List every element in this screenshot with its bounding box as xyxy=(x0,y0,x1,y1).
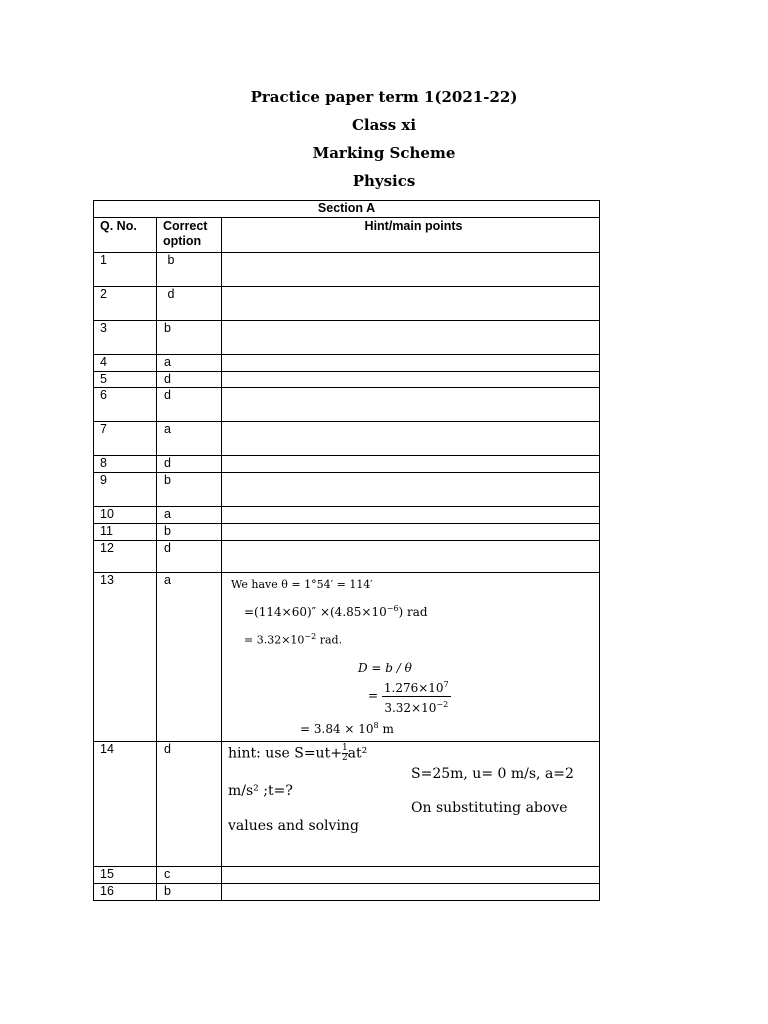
q13-result: = $3.84 \times 10^8$ m xyxy=(300,721,394,736)
q14-given: S=25m, u= 0 m/s, a=2 xyxy=(411,766,574,782)
table-row xyxy=(94,355,600,372)
correct-option: d xyxy=(157,742,222,867)
table-row xyxy=(94,867,600,884)
hint-cell xyxy=(222,473,600,507)
q13-fraction: = $\frac{1.276\times 10^7}{3.32\times 10^{-2}}$ xyxy=(368,677,451,716)
subject-heading: Physics xyxy=(352,172,416,190)
hint-cell xyxy=(222,867,600,884)
hint-cell xyxy=(222,372,600,388)
table-row xyxy=(94,473,600,507)
q13-line4: D = b / θ xyxy=(358,661,412,675)
col-header-option: Correct option xyxy=(157,218,222,253)
question-number: 12 xyxy=(94,541,157,573)
q13-line3: = $3.32\times 10^{-2}$ rad. xyxy=(244,632,343,647)
marking-scheme-heading: Marking Scheme xyxy=(312,144,456,162)
correct-option: b xyxy=(157,473,222,507)
correct-option: d xyxy=(157,372,222,388)
question-number: 3 xyxy=(94,321,157,355)
question-number: 5 xyxy=(94,372,157,388)
question-number: 13 xyxy=(94,573,157,742)
question-number: 16 xyxy=(94,884,157,901)
correct-option: b xyxy=(157,321,222,355)
table-row xyxy=(94,884,600,901)
q14-substitute: On substituting above xyxy=(411,800,568,816)
section-a-heading: Section A xyxy=(94,201,600,218)
hint-cell xyxy=(222,253,600,287)
question-number: 14 xyxy=(94,742,157,867)
table-row xyxy=(94,253,600,287)
table-row xyxy=(94,524,600,541)
question-number: 11 xyxy=(94,524,157,541)
hint-cell xyxy=(222,456,600,473)
table-row xyxy=(94,573,600,742)
hint-cell xyxy=(222,287,600,321)
correct-option: b xyxy=(157,524,222,541)
table-row xyxy=(94,422,600,456)
question-number: 15 xyxy=(94,867,157,884)
question-number: 8 xyxy=(94,456,157,473)
col-header-qno: Q. No. xyxy=(94,218,157,253)
q14-hint-line: hint: use S=ut+ $\frac{1}{2}$ at² xyxy=(228,743,368,763)
correct-option: a xyxy=(157,355,222,372)
table-row xyxy=(94,456,600,473)
col-header-hint: Hint/main points xyxy=(222,218,600,253)
hint-cell xyxy=(222,321,600,355)
correct-option: d xyxy=(157,456,222,473)
correct-option: d xyxy=(157,287,222,321)
question-number: 6 xyxy=(94,388,157,422)
question-number: 9 xyxy=(94,473,157,507)
correct-option: d xyxy=(157,388,222,422)
table-row xyxy=(94,321,600,355)
hint-cell xyxy=(222,541,600,573)
hint-cell xyxy=(222,355,600,372)
q14-hint xyxy=(222,742,599,866)
correct-option: b xyxy=(157,253,222,287)
question-number: 4 xyxy=(94,355,157,372)
q14-units: m/s² ;t=? xyxy=(228,783,293,799)
paper-title: Practice paper term 1(2021-22) xyxy=(250,88,518,106)
correct-option: c xyxy=(157,867,222,884)
answer-table xyxy=(93,200,600,901)
table-row xyxy=(94,742,600,867)
question-number: 7 xyxy=(94,422,157,456)
correct-option: b xyxy=(157,884,222,901)
hint-cell xyxy=(222,422,600,456)
correct-option: a xyxy=(157,507,222,524)
q14-solve: values and solving xyxy=(228,818,359,834)
hint-cell-q14 xyxy=(222,742,600,867)
question-number: 2 xyxy=(94,287,157,321)
q13-line2: $=(114\times 60)'' \times(4.85\times 10^{-6})$ rad xyxy=(244,604,428,619)
class-heading: Class xi xyxy=(351,116,417,134)
question-number: 1 xyxy=(94,253,157,287)
correct-option: a xyxy=(157,573,222,742)
table-row xyxy=(94,388,600,422)
q13-line1: We have θ = 1°54′ = 114′ xyxy=(231,578,373,591)
hint-cell xyxy=(222,388,600,422)
correct-option: a xyxy=(157,422,222,456)
hint-cell xyxy=(222,524,600,541)
hint-cell xyxy=(222,884,600,901)
question-number: 10 xyxy=(94,507,157,524)
table-row xyxy=(94,541,600,573)
hint-cell-q13 xyxy=(222,573,600,742)
table-row xyxy=(94,507,600,524)
correct-option: d xyxy=(157,541,222,573)
hint-cell xyxy=(222,507,600,524)
table-row xyxy=(94,372,600,388)
table-row xyxy=(94,287,600,321)
q13-working xyxy=(222,573,599,741)
